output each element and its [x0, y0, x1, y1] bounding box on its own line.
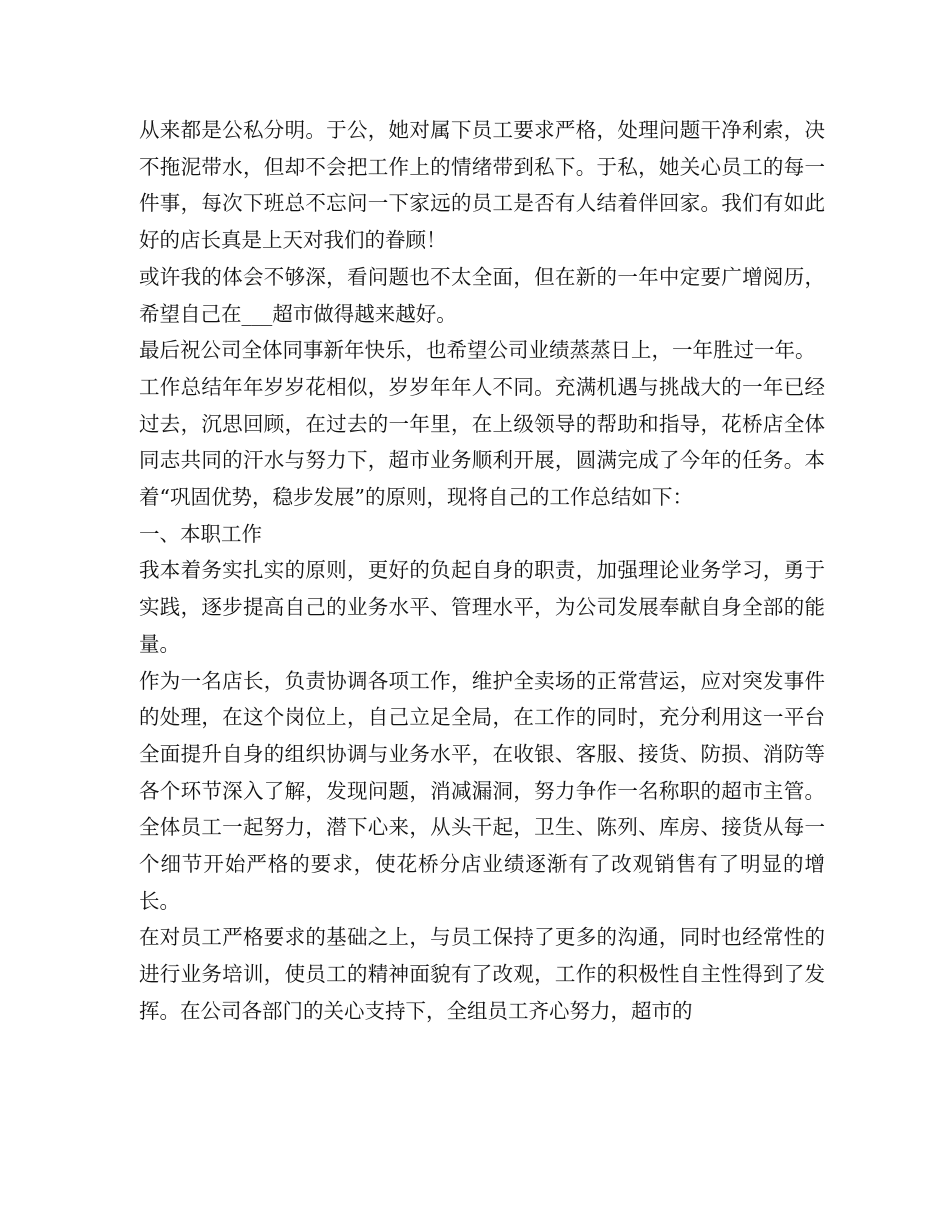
- paragraph-staff-communication: 在对员工严格要求的基础之上，与员工保持了更多的沟通，同时也经常性的进行业务培训，使员工的精神面貌有了改观，工作的积极性自主性得到了发挥。在公司各部门的关心支持下，全组员工齐心努力，超市的: [139, 925, 825, 1023]
- document-body: [139, 112, 825, 1030]
- paragraph-summary-intro: 工作总结年年岁岁花相似，岁岁年年人不同。充满机遇与挑战大的一年已经过去，沉思回顾，在过去的一年里，在上级领导的帮助和指导，花桥店全体同志共同的汗水与努力下，超市业务顺利开展，圆满完成了今年的任务。本着“巩固优势，稳步发展”的原则，现将自己的工作总结如下：: [139, 374, 825, 510]
- paragraph-work-principle: 我本着务实扎实的原则，更好的负起自身的职责，加强理论业务学习，勇于实践，逐步提高自己的业务水平、管理水平，为公司发展奉献自身全部的能量。: [139, 558, 825, 656]
- paragraph-new-year-wishes: 最后祝公司全体同事新年快乐，也希望公司业绩蒸蒸日上，一年胜过一年。: [139, 338, 816, 363]
- section-heading-job-duties: 一、本职工作: [139, 521, 262, 546]
- paragraph-colleague-praise: 从来都是公私分明。于公，她对属下员工要求严格，处理问题干净利索，决不拖泥带水，但却不会把工作上的情绪带到私下。于私，她关心员工的每一件事，每次下班总不忘问一下家远的员工是否有人结着伴回家。我们有如此好的店长真是上天对我们的眷顾！: [139, 118, 825, 253]
- paragraph-reflection: 或许我的体会不够深，看问题也不太全面，但在新的一年中定要广增阅历，希望自己在___超市做得越来越好。: [139, 264, 825, 326]
- paragraph-store-manager-role: 作为一名店长，负责协调各项工作，维护全卖场的正常营运，应对突发事件的处理，在这个岗位上，自己立足全局，在工作的同时，充分利用这一平台全面提升自身的组织协调与业务水平，在收银、客服、接货、防损、消防等各个环节深入了解，发现问题，消减漏洞，努力争作一名称职的超市主管。全体员工一起努力，潜下心来，从头干起，卫生、陈列、库房、接货从每一个细节开始严格的要求，使花桥分店业绩逐渐有了改观销售有了明显的增长。: [139, 668, 825, 913]
